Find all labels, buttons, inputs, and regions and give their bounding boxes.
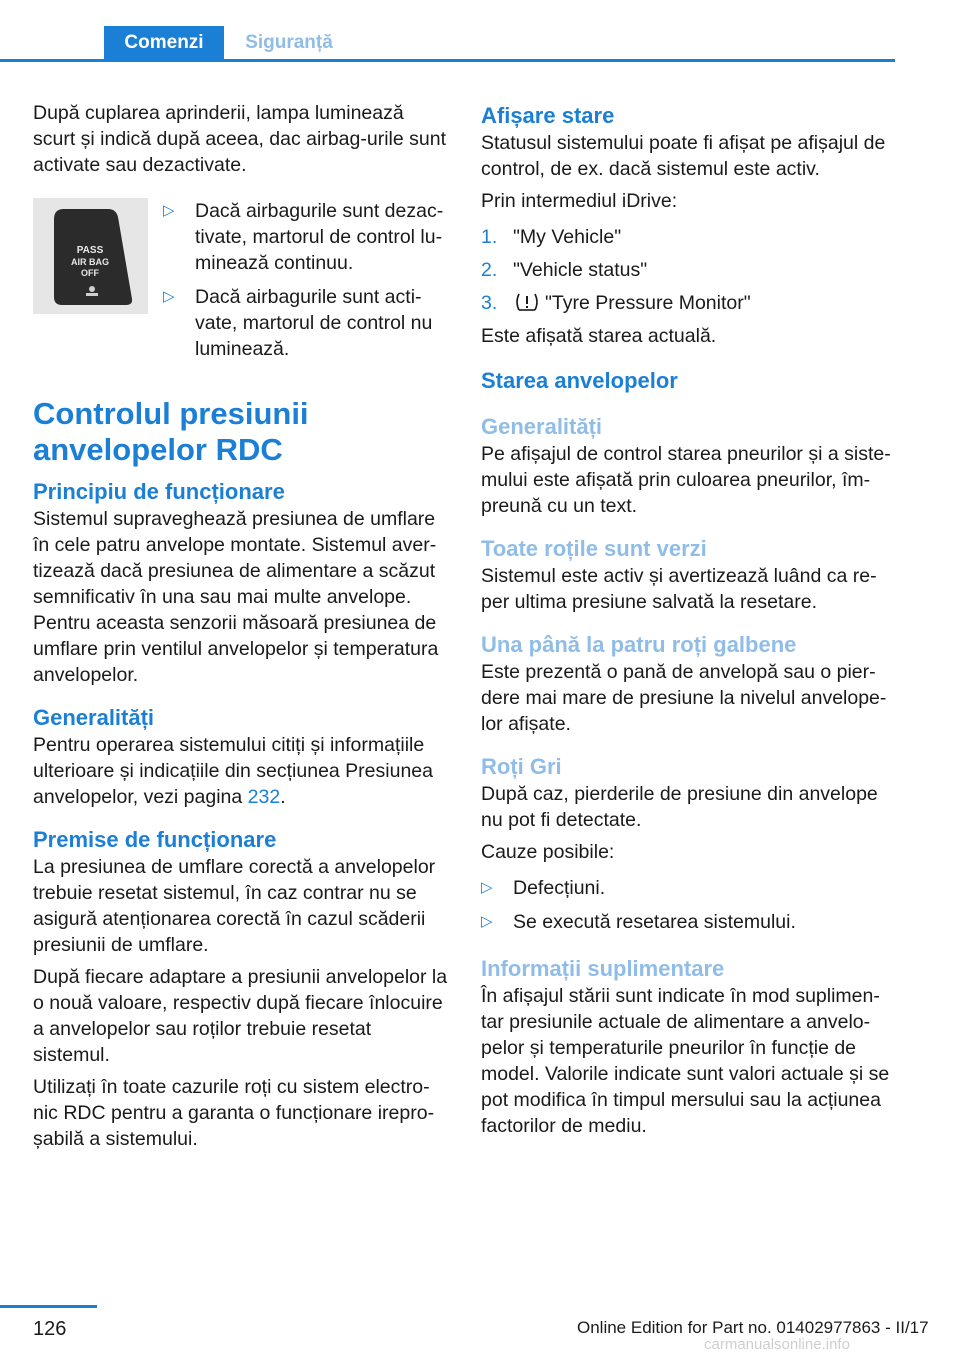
pass-airbag-off-icon: [46, 203, 136, 309]
heading-verzi: Toate roțile sunt verzi: [481, 536, 707, 561]
list-item: 1. "My Vehicle": [481, 226, 622, 248]
page-link-232[interactable]: 232: [247, 786, 281, 808]
heading-galbene: Una până la patru roți galbene: [481, 632, 797, 657]
verzi-paragraph: Sistemul este activ și avertizează luând ca reper ultima presiune salvată la resetare.: [481, 565, 877, 613]
principiu-paragraph: Sistemul supraveghează presiunea de umflare în cele patru anvelope montate. Sistemul avertizează dacă presiunea de alimentare a scăzut semnificativ în una sau mai multe anvelope. Pentru aceasta senzorii măsoară presiunea de umflare prin ventilul anvelopelor și temperatura anvelopelor.: [33, 508, 439, 686]
list-item: ▷ Defecțiuni.: [481, 877, 606, 899]
premise-paragraph-3: Utilizați în toate cazurile roți cu sistem electronic RDC pentru a garanta o funcționare ireproșabilă a sistemului.: [33, 1076, 435, 1150]
afisare-paragraph-3: Este afișată starea actuală.: [481, 325, 717, 347]
right-column: [481, 100, 896, 1145]
triangle-right-icon: ▷: [481, 913, 493, 930]
afisare-paragraph-1: Statusul sistemului poate fi afișat pe afișajul de control, de ex. dacă sistemul este activ.: [481, 132, 886, 180]
page-number: 126: [33, 1318, 67, 1340]
svg-text:PASS: PASS: [76, 245, 103, 256]
header-divider: [0, 59, 895, 62]
galbene-paragraph: Este prezentă o pană de anvelopă sau o pierdere mai mare de presiune la nivelul anvelopelor afișate.: [481, 661, 887, 735]
list-item: ▷ Dacă airbagurile sunt activate, martorul de control nu luminează.: [163, 286, 433, 360]
airbag-lamp-image: [33, 198, 148, 314]
edition-text: Online Edition for Part no. 01402977863 - II/17: [577, 1318, 929, 1337]
svg-text:OFF: OFF: [80, 268, 99, 278]
watermark: carmanualsonline.info: [704, 1336, 850, 1353]
left-column: [33, 100, 448, 1158]
heading-starea-anvelopelor: Starea anvelopelor: [481, 368, 678, 393]
afisare-paragraph-2: Prin intermediul iDrive:: [481, 190, 678, 212]
footer-divider: [0, 1305, 97, 1308]
informatii-paragraph: În afișajul stării sunt indicate în mod suplimentar presiunile actuale de alimentare a anvelopelor și temperaturile pneurilor în funcție de model. Valorile indicate sunt valori actuale și se pot modifica în timpul mersului sau la acțiunea factorilor de mediu.: [481, 985, 890, 1137]
generalitati-2-paragraph: Pe afișajul de control starea pneurilor și a sistemului este afișată prin culoarea pneurilor, împreună cu un text.: [481, 443, 891, 517]
header-tabs: [0, 26, 895, 62]
airbag-bullet-list: [163, 198, 448, 362]
svg-text:AIR BAG: AIR BAG: [70, 257, 109, 267]
intro-paragraph: După cuplarea aprinderii, lampa luminează scurt și indică după aceea, dac airbag-urile sunt activate sau dezactivate.: [33, 102, 446, 176]
heading-afisare-stare: Afișare stare: [481, 103, 615, 128]
section-title-rdc: Controlul presiunii anvelopelor RDC: [33, 396, 309, 467]
list-item: ▷ Se execută resetarea sistemului.: [481, 911, 796, 933]
heading-principiu: Principiu de funcționare: [33, 479, 285, 504]
list-item: 2. "Vehicle status": [481, 259, 648, 281]
premise-paragraph-1: La presiunea de umflare corectă a anvelopelor trebuie resetat sistemul, în caz contrar nu se asigură atenționarea corectă în cazul scăderii presiunii de umflare.: [33, 856, 436, 956]
idrive-steps: [481, 224, 896, 316]
list-item: 3. "Tyre Pressure Monitor": [481, 292, 751, 314]
gri-paragraph-2: Cauze posibile:: [481, 841, 615, 863]
gri-paragraph-1: După caz, pierderile de presiune din anvelope nu pot fi detectate.: [481, 783, 878, 831]
heading-premise: Premise de funcționare: [33, 827, 277, 852]
premise-paragraph-2: După fiecare adaptare a presiunii anvelopelor la o nouă valoare, respectiv după fiecare înlocuire a anvelopelor sau roților trebuie resetat sistemul.: [33, 966, 448, 1066]
heading-generalitati: Generalități: [33, 705, 155, 730]
triangle-right-icon: ▷: [163, 202, 175, 219]
heading-gri: Roți Gri: [481, 754, 562, 779]
tyre-pressure-warning-icon: [513, 291, 541, 313]
triangle-right-icon: ▷: [481, 879, 493, 896]
triangle-right-icon: ▷: [163, 288, 175, 305]
heading-generalitati-2: Generalități: [481, 414, 603, 439]
tab-siguranta[interactable]: Siguranță: [245, 32, 333, 53]
airbag-indicator-section: [33, 198, 448, 362]
tab-comenzi[interactable]: Comenzi: [104, 26, 224, 62]
generalitati-paragraph: Pentru operarea sistemului citiți și informațiile ulterioare și indicațiile din secțiunea Presiunea anvelopelor, vezi pagina 232.: [33, 734, 433, 808]
heading-informatii: Informații suplimentare: [481, 956, 725, 981]
list-item: ▷ Dacă airbagurile sunt dezactivate, martorul de control luminează continuu.: [163, 200, 444, 274]
